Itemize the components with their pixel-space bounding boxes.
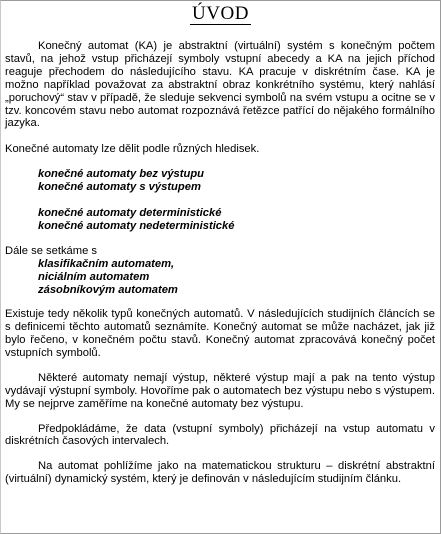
paragraph-intro: Konečný automat (KA) je abstraktní (virtuální) systém s konečným počtem stavů, na jehož vstup přicházejí symboly vstupní abecedy a KA na jejich příchod reaguje přechodem do následujícího stavu. KA pracuje v diskrétním čase. KA je možno například považovat za abstraktní obraz konkrétního systému, který nahlásí „poruchový“ stav v případě, že sleduje sekvenci symbolů na svém vstupu a ocitne se v tzv. koncovém stavu nebo automat rozpoznává řetězce patřící do nějakého formálního jazyka. (5, 40, 435, 130)
list-item: konečné automaty nedeterministické (38, 220, 235, 233)
list-determinism-types (5, 207, 435, 233)
paragraph-output: Některé automaty nemají výstup, některé výstup mají a pak na tento výstup vydávají výstupní symboly. Hovoříme pak o automatech bez výstupu nebo s výstupem. My se nejprve zaměříme na konečné automaty bez výstupu. (5, 371, 435, 410)
list-item: niciálním automatem (38, 271, 150, 284)
paragraph-data-input: Předpokládáme, že data (vstupní symboly) přicházejí na vstup automatu v diskrétních časových intervalech. (5, 422, 435, 448)
paragraph-classification: Konečné automaty lze dělit podle různých hledisek. (5, 143, 260, 156)
document-body (5, 40, 435, 486)
page-title-text: ÚVOD (192, 3, 249, 24)
list-item: konečné automaty s výstupem (38, 181, 201, 194)
list-output-types (5, 168, 435, 194)
paragraph-further: Dále se setkáme s (5, 245, 98, 258)
list-item: konečné automaty bez výstupu (38, 168, 204, 181)
paragraph-structure: Na automat pohlížíme jako na matematickou strukturu – diskrétní abstraktní (virtuální) dynamický systém, který je definován v následujícím studijním článku. (5, 460, 435, 486)
page-title (1, 3, 440, 25)
list-item: konečné automaty deterministické (38, 207, 222, 220)
list-item: zásobníkovým automatem (38, 284, 178, 297)
list-other-automata (5, 258, 435, 297)
paragraph-types-summary: Existuje tedy několik typů konečných automatů. V následujících studijních článcích se s definicemi těchto automatů seznámíte. Konečný automat se může nacházet, jak již bylo řečeno, v konečném počtu stavů. Konečný automat zpracovává konečný počet vstupních symbolů. (5, 308, 435, 359)
list-item: klasifikačním automatem, (38, 258, 175, 271)
